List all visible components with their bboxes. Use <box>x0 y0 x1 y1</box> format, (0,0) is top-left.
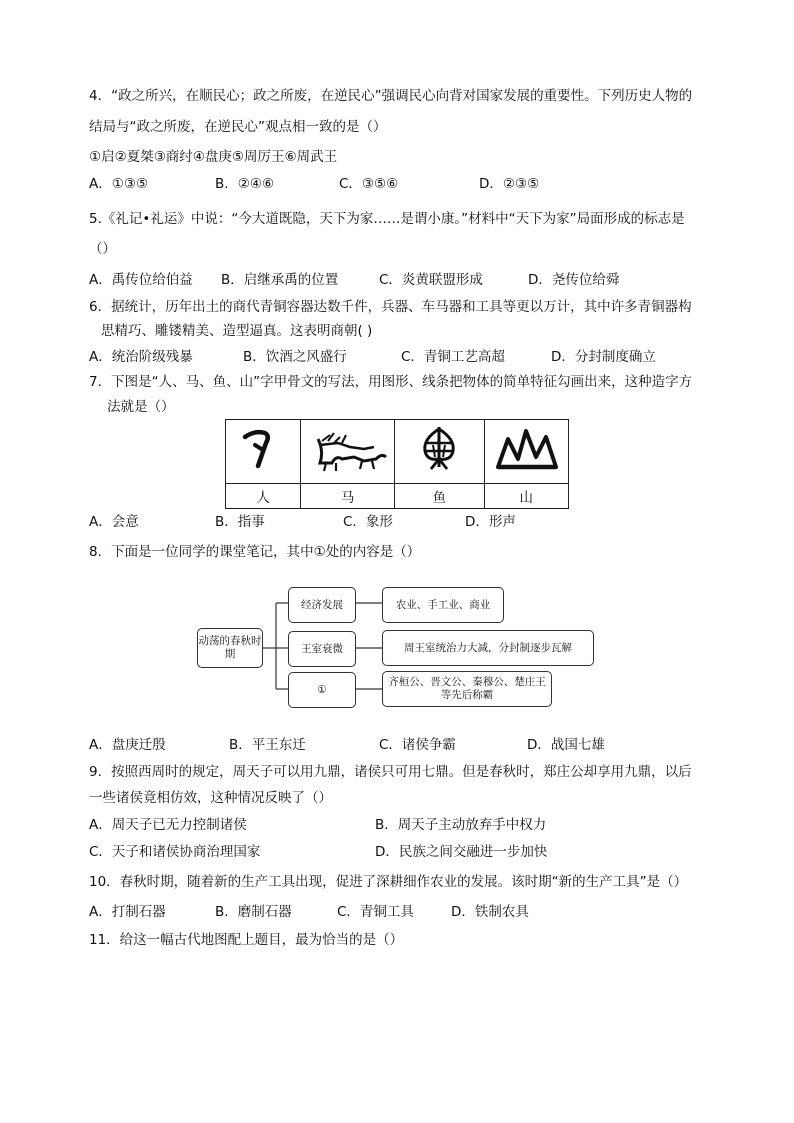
q8-option-d: D．战国七雄 <box>527 737 605 753</box>
glyph-label-horse: 马 <box>301 483 395 508</box>
mindmap-detail-hegemony <box>382 671 552 707</box>
q6-option-b: B．饮酒之风盛行 <box>243 349 347 365</box>
glyph-label-fish: 鱼 <box>394 483 484 508</box>
q5-option-a: A．禹传位给伯益 <box>89 272 193 288</box>
q5-stem-line2: （） <box>89 241 116 257</box>
mindmap-branch-economy <box>288 587 356 623</box>
q4-option-a: A．①③⑤ <box>89 176 149 192</box>
q4-stem-line3: ①启②夏桀③商纣④盘庚⑤周厉王⑥周武王 <box>89 149 338 165</box>
q7-option-c: C．象形 <box>343 514 393 530</box>
detail-hegemony-text: 齐桓公、晋文公、秦穆公、楚庄王等先后称霸 <box>388 676 546 701</box>
q7-option-b: B．指事 <box>215 514 265 530</box>
q6-option-d: D．分封制度确立 <box>551 349 656 365</box>
branch-royal-label: 王室衰微 <box>301 642 343 655</box>
branch-economy-label: 经济发展 <box>301 598 343 611</box>
q6-stem-line2: 思精巧、雕镂精美、造型逼真。这表明商朝( ) <box>101 323 373 339</box>
q9-option-b: B．周天子主动放弃手中权力 <box>375 817 547 833</box>
mindmap-detail-royal-decline <box>382 630 594 666</box>
q10-option-d: D．铁制农具 <box>451 904 529 920</box>
q8-stem-line1: 8．下面是一位同学的课堂笔记，其中①处的内容是（） <box>89 544 421 560</box>
q11-stem-line1: 11．给这一幅古代地图配上题目，最为恰当的是（） <box>89 932 404 948</box>
mindmap-detail-economy <box>382 587 504 623</box>
q4-option-d: D．②③⑤ <box>479 176 540 192</box>
q5-option-d: D．尧传位给舜 <box>528 272 620 288</box>
q4-stem-line2: 结局与“政之所废，在逆民心”观点相一致的是（） <box>89 119 387 135</box>
q7-stem-line1: 7．下图是“人、马、鱼、山”字甲骨文的写法，用图形、线条把物体的简单特征勾画出来，这种造字方 <box>89 374 693 390</box>
q5-option-c: C．炎黄联盟形成 <box>379 272 483 288</box>
q10-stem-line1: 10．春秋时期，随着新的生产工具出现，促进了深耕细作农业的发展。该时期“新的生产工具”是（） <box>89 874 688 890</box>
mindmap-branch-blank <box>288 672 356 708</box>
q8-option-b: B．平王东迁 <box>229 737 306 753</box>
q7-stem-line2: 法就是（） <box>107 399 175 415</box>
branch-blank-label: ① <box>317 683 327 696</box>
mindmap-branch-royal-decline <box>288 631 356 667</box>
q5-option-b: B．启继承禹的位置 <box>221 272 339 288</box>
q9-stem-line1: 9．按照西周时的规定，周天子可以用九鼎，诸侯只可用七鼎。但是春秋时，郑庄公却享用九鼎，以后 <box>89 764 692 780</box>
q7-option-a: A．会意 <box>89 514 139 530</box>
q9-option-a: A．周天子已无力控制诸侯 <box>89 817 247 833</box>
q6-stem-line1: 6．据统计，历年出土的商代青铜容器达数千件，兵器、车马器和工具等更以万计，其中许多青铜器构 <box>89 299 692 315</box>
q4-stem-line1: 4．“政之所兴，在顺民心；政之所废，在逆民心”强调民心向背对国家发展的重要性。下列历史人物的 <box>89 88 693 104</box>
q10-option-c: C．青铜工具 <box>337 904 414 920</box>
q4-option-b: B．②④⑥ <box>215 176 275 192</box>
mindmap-root <box>197 628 263 668</box>
q9-option-d: D．民族之间交融进一步加快 <box>375 844 548 860</box>
q7-option-d: D．形声 <box>465 514 516 530</box>
q10-option-b: B．磨制石器 <box>215 904 292 920</box>
q5-stem-line1: 5.《礼记•礼运》中说：“今大道既隐，天下为家……是谓小康。”材料中“天下为家”局面形成的标志是 <box>89 211 685 227</box>
glyph-label-person: 人 <box>226 483 301 508</box>
detail-royal-text: 周王室统治力大减，分封制逐步瓦解 <box>404 641 572 654</box>
mindmap-root-label: 动荡的春秋时期 <box>198 635 262 660</box>
q6-option-c: C．青铜工艺高超 <box>401 349 505 365</box>
detail-economy-text: 农业、手工业、商业 <box>395 598 491 611</box>
q9-stem-line2: 一些诸侯竟相仿效，这种情况反映了（） <box>89 790 332 806</box>
glyph-label-mountain: 山 <box>484 483 568 508</box>
q6-option-a: A．统治阶级残暴 <box>89 349 193 365</box>
q8-option-a: A．盘庚迁殷 <box>89 737 166 753</box>
q9-option-c: C．天子和诸侯协商治理国家 <box>89 844 261 860</box>
q10-option-a: A．打制石器 <box>89 904 166 920</box>
q4-option-c: C．③⑤⑥ <box>339 176 399 192</box>
q8-option-c: C．诸侯争霸 <box>379 737 456 753</box>
